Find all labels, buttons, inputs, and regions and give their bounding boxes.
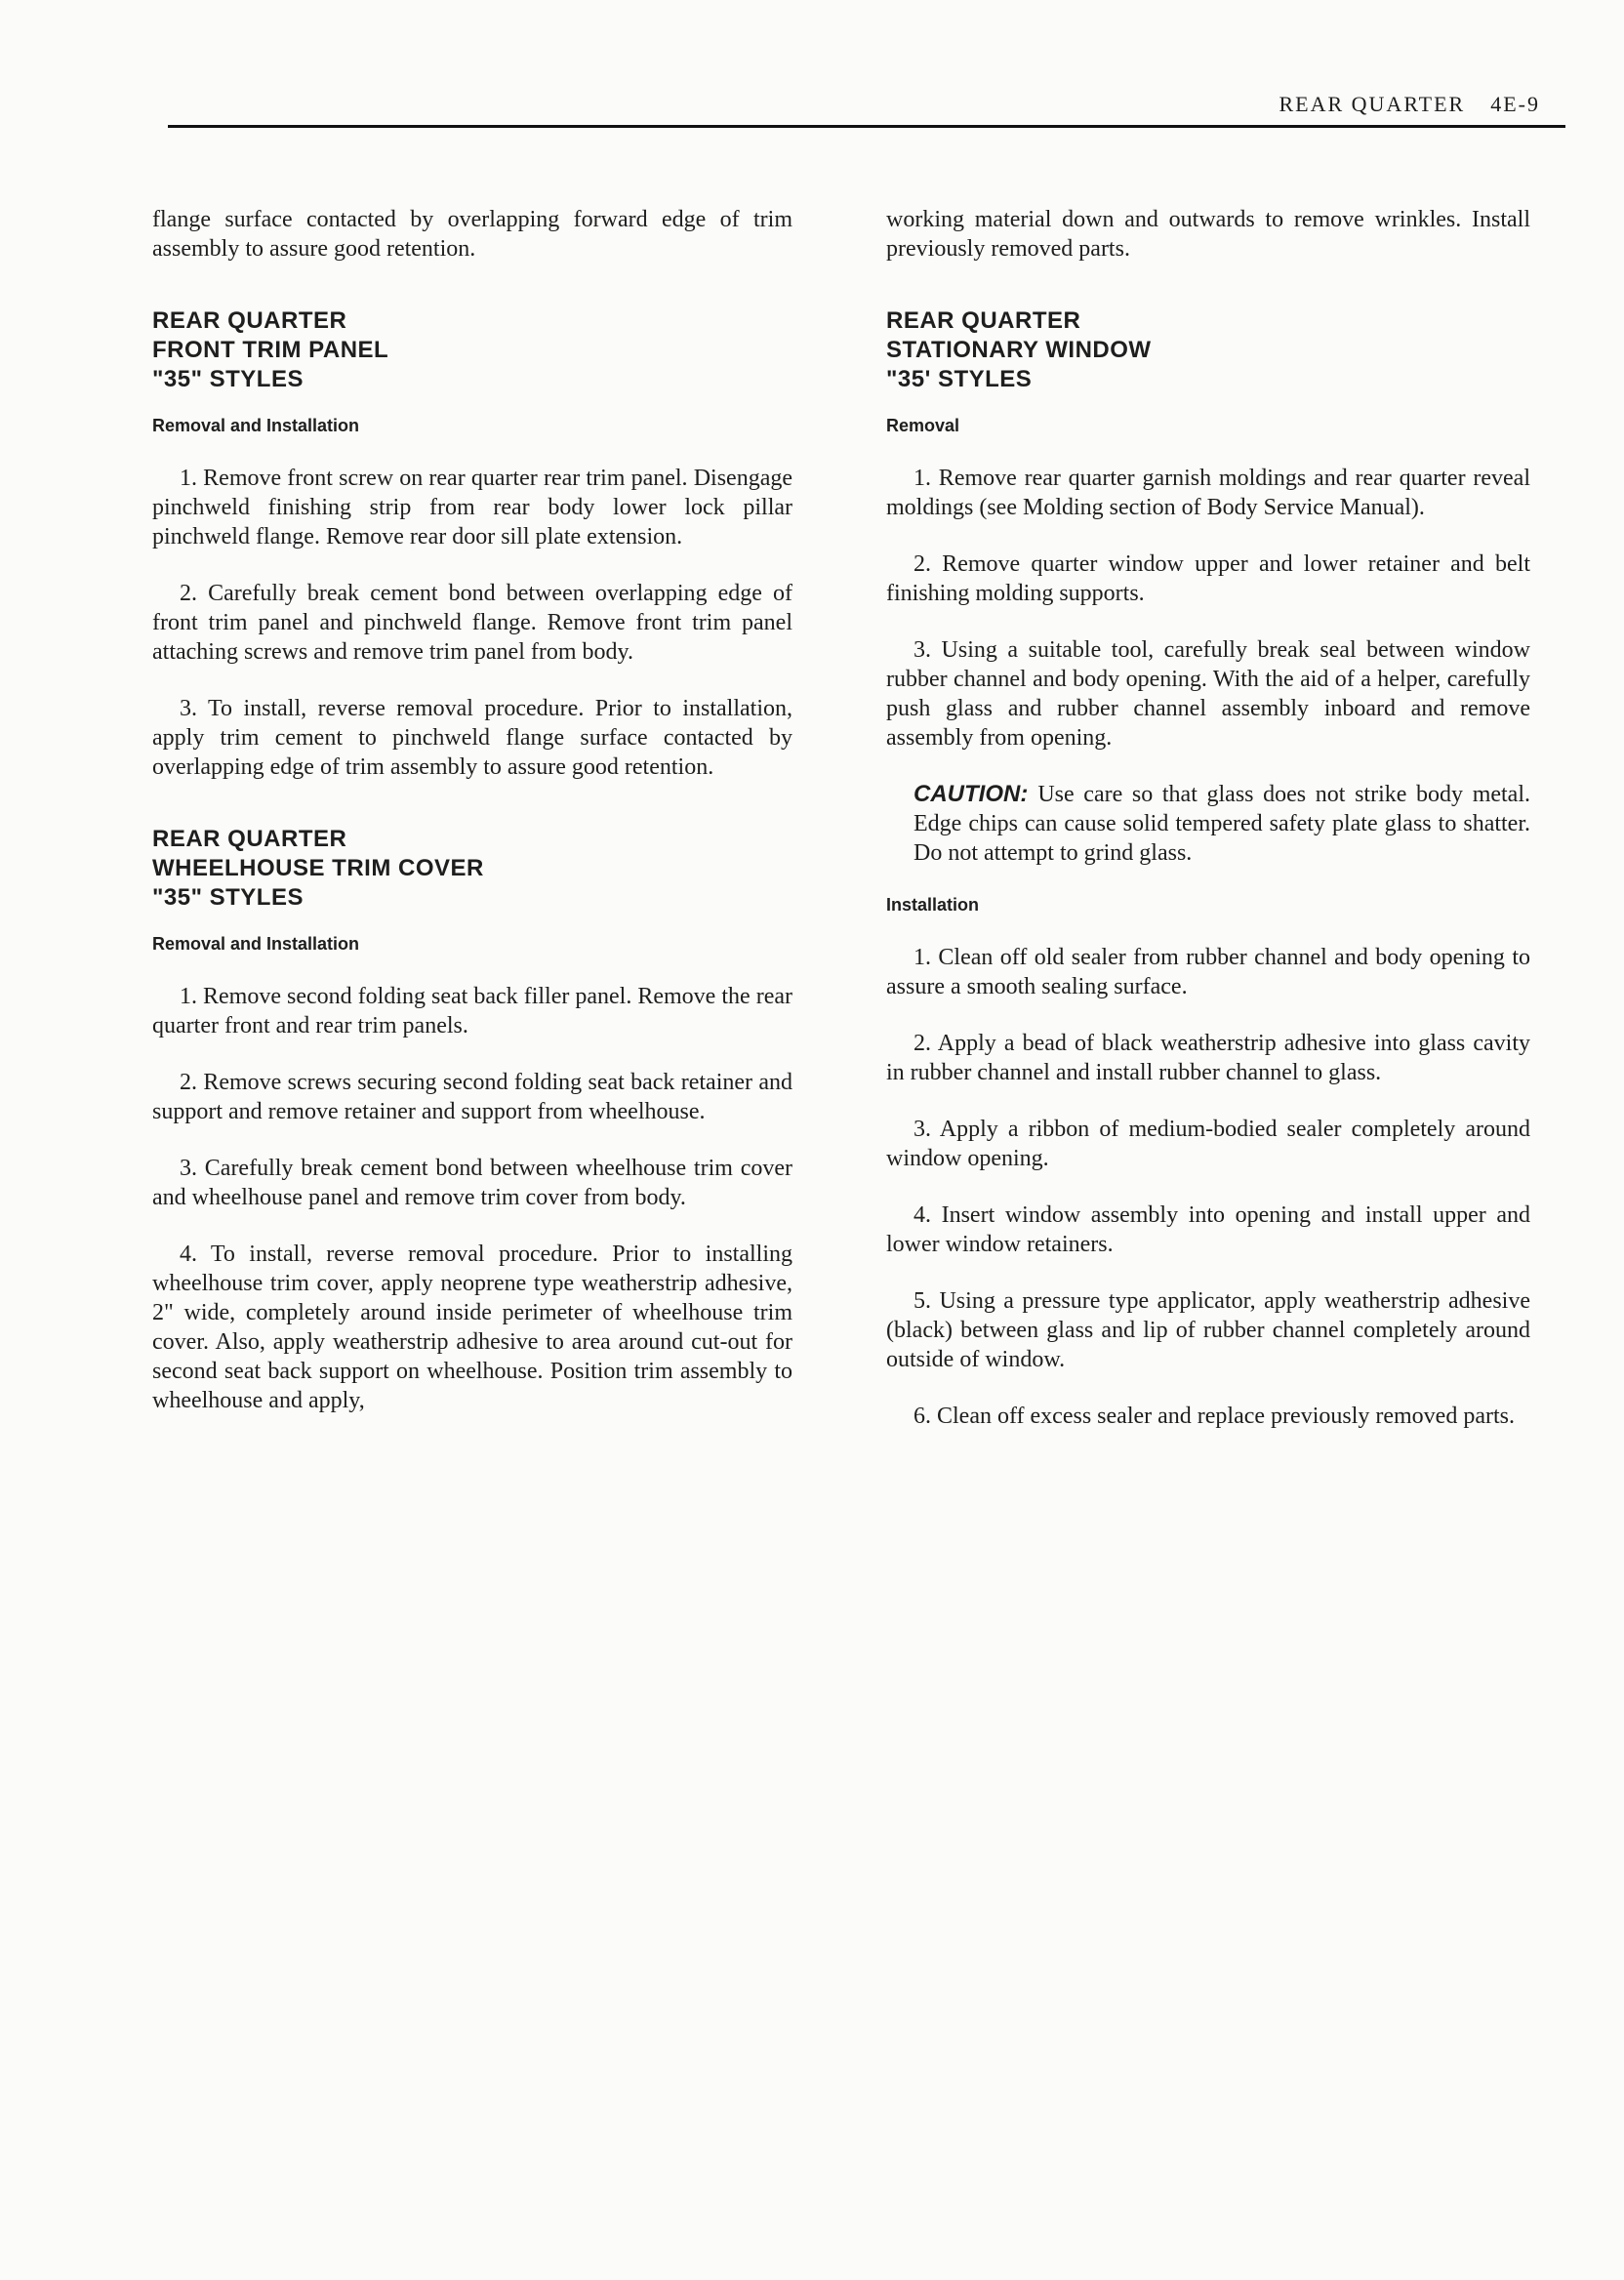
subheading-removal: Removal [886,416,960,435]
step-paragraph: 1. Remove rear quarter garnish moldings and rear quarter reveal moldings (see Molding section of Body Service Manual). [886,466,1530,520]
step-paragraph: 1. Remove second folding seat back filler panel. Remove the rear quarter front and rear trim panels. [152,984,792,1038]
caution-note [886,780,1530,868]
step-paragraph: 4. Insert window assembly into opening and install upper and lower window retainers. [886,1202,1530,1257]
running-header [1279,92,1540,117]
section-heading-front-trim-panel: REAR QUARTER FRONT TRIM PANEL "35" STYLES [152,307,389,392]
continued-paragraph: working material down and outwards to remove wrinkles. Install previously removed parts. [886,207,1530,262]
section-heading-stationary-window: REAR QUARTER STATIONARY WINDOW "35' STYLES [886,307,1152,392]
step-paragraph: 4. To install, reverse removal procedure. Prior to installing wheelhouse trim cover, apply neoprene type weatherstrip adhesive, 2" wide, completely around inside perimeter of wheelhouse trim cover. Also, apply weatherstrip adhesive to area around cut-out for second seat back support on wheelhouse. Position trim assembly to wheelhouse and apply, [152,1242,792,1413]
step-paragraph: 3. Apply a ribbon of medium-bodied sealer completely around window opening. [886,1117,1530,1171]
step-paragraph: 2. Carefully break cement bond between overlapping edge of front trim panel and pinchweld flange. Remove front trim panel attaching screws and remove trim panel from body. [152,581,792,665]
page-number: 4E-9 [1490,92,1540,116]
subheading-installation: Installation [886,895,980,915]
left-column [152,205,792,1443]
subheading-removal-installation: Removal and Installation [152,934,360,954]
caution-text: Use care so that glass does not strike body metal. Edge chips can cause solid tempered safety plate glass to shatter. Do not attempt to grind glass. [914,782,1530,866]
caution-label: CAUTION: [914,781,1029,807]
right-column [886,205,1530,1458]
section-title: REAR QUARTER [1279,92,1466,116]
step-paragraph: 3. Carefully break cement bond between wheelhouse trim cover and wheelhouse panel and remove trim cover from body. [152,1156,792,1210]
header-rule [168,125,1565,128]
step-paragraph: 2. Remove quarter window upper and lower retainer and belt finishing molding supports. [886,551,1530,606]
subheading-removal-installation: Removal and Installation [152,416,360,435]
step-paragraph: 3. To install, reverse removal procedure. Prior to installation, apply trim cement to pinchweld flange surface contacted by overlapping edge of trim assembly to assure good retention. [152,696,792,780]
step-paragraph: 2. Apply a bead of black weatherstrip adhesive into glass cavity in rubber channel and install rubber channel to glass. [886,1031,1530,1085]
section-heading-wheelhouse-trim-cover: REAR QUARTER WHEELHOUSE TRIM COVER "35" STYLES [152,826,484,911]
step-paragraph: 2. Remove screws securing second folding seat back retainer and support and remove retainer and support from wheelhouse. [152,1070,792,1124]
step-paragraph: 1. Clean off old sealer from rubber channel and body opening to assure a smooth sealing surface. [886,945,1530,999]
step-paragraph: 1. Remove front screw on rear quarter rear trim panel. Disengage pinchweld finishing strip from rear body lower lock pillar pinchweld flange. Remove rear door sill plate extension. [152,466,792,550]
step-paragraph: 6. Clean off excess sealer and replace previously removed parts. [914,1404,1515,1429]
step-paragraph: 3. Using a suitable tool, carefully break seal between window rubber channel and body opening. With the aid of a helper, carefully push glass and rubber channel assembly inboard and remove assembly from opening. [886,637,1530,751]
step-paragraph: 5. Using a pressure type applicator, apply weatherstrip adhesive (black) between glass and lip of rubber channel completely around outside of window. [886,1288,1530,1372]
continued-paragraph: flange surface contacted by overlapping forward edge of trim assembly to assure good retention. [152,207,792,262]
